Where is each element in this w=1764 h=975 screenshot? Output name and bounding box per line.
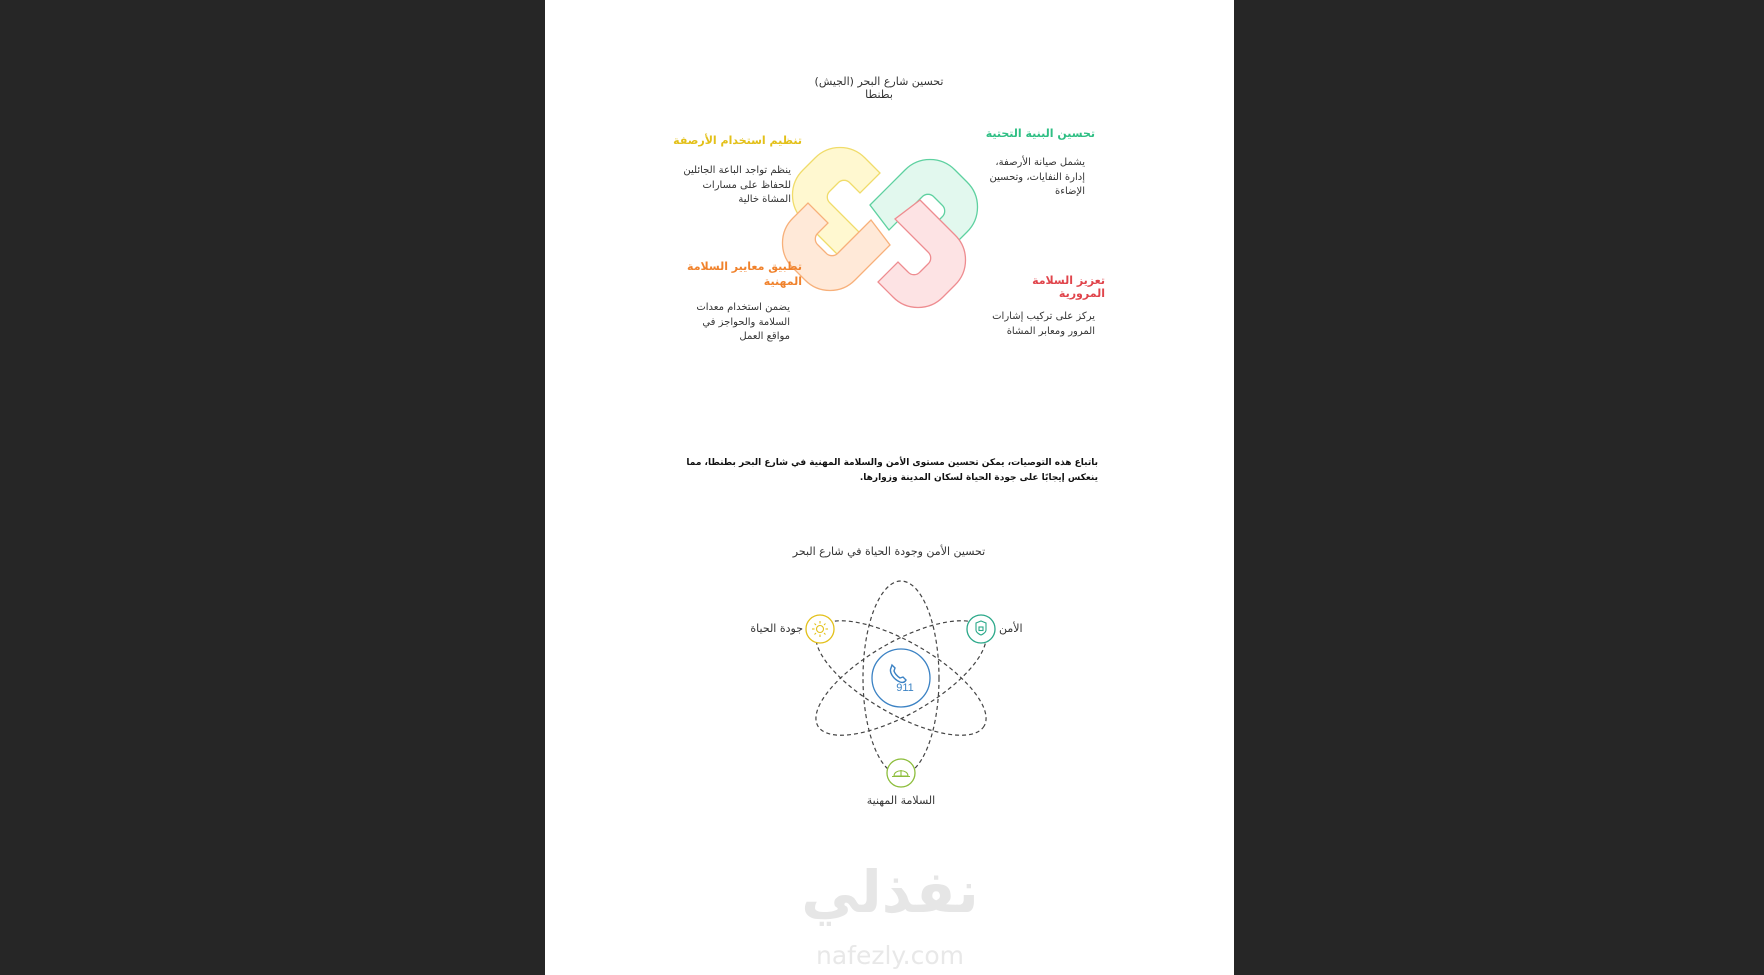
center-label: 911: [896, 682, 914, 694]
node-occupational-label: السلامة المهنية: [866, 794, 936, 807]
item-infrastructure-text: يشمل صيانة الأرصفة، إدارة النفايات، وتحسين الإضاءة: [989, 157, 1085, 197]
watermark-arabic: نفذلي: [801, 858, 979, 926]
atom-diagram: [545, 0, 1234, 975]
item-occupational-text: يضمن استخدام معدات السلامة والحواجز في مواقع العمل: [696, 302, 790, 342]
item-sidewalks-heading: تنظيم استخدام الأرصفة: [673, 134, 802, 147]
node-quality-label: جودة الحياة: [750, 622, 803, 635]
node-security-label: الأمن: [999, 622, 1023, 635]
document-page: [545, 0, 1234, 975]
diagram1-title: تحسين شارع البحر (الجيش) بطنطا: [814, 75, 944, 101]
item-occupational-heading: تطبيق معايير السلامة المهنية: [687, 260, 802, 288]
quality-node: [806, 615, 834, 643]
diagram2-title: تحسين الأمن وجودة الحياة في شارع البحر: [792, 545, 986, 558]
item-infrastructure-heading: تحسين البنية التحتية: [985, 127, 1095, 140]
item-sidewalks-text: ينظم تواجد الباعة الجائلين للحفاظ على مسارات المشاة خالية: [683, 165, 791, 205]
watermark-latin: nafezly.com: [816, 941, 964, 970]
recommendation-paragraph: باتباع هذه التوصيات، يمكن تحسين مستوى الأمن والسلامة المهنية في شارع البحر بطنطا، مما ينعكس إيجابًا على جودة الحياة لسكان المدينة وزوارها.: [686, 458, 1098, 483]
item-traffic-text: يركز على تركيب إشارات المرور ومعابر المشاة: [992, 311, 1095, 337]
item-traffic-heading: تعزيز السلامة المرورية: [1032, 274, 1105, 300]
security-node: [967, 615, 995, 643]
